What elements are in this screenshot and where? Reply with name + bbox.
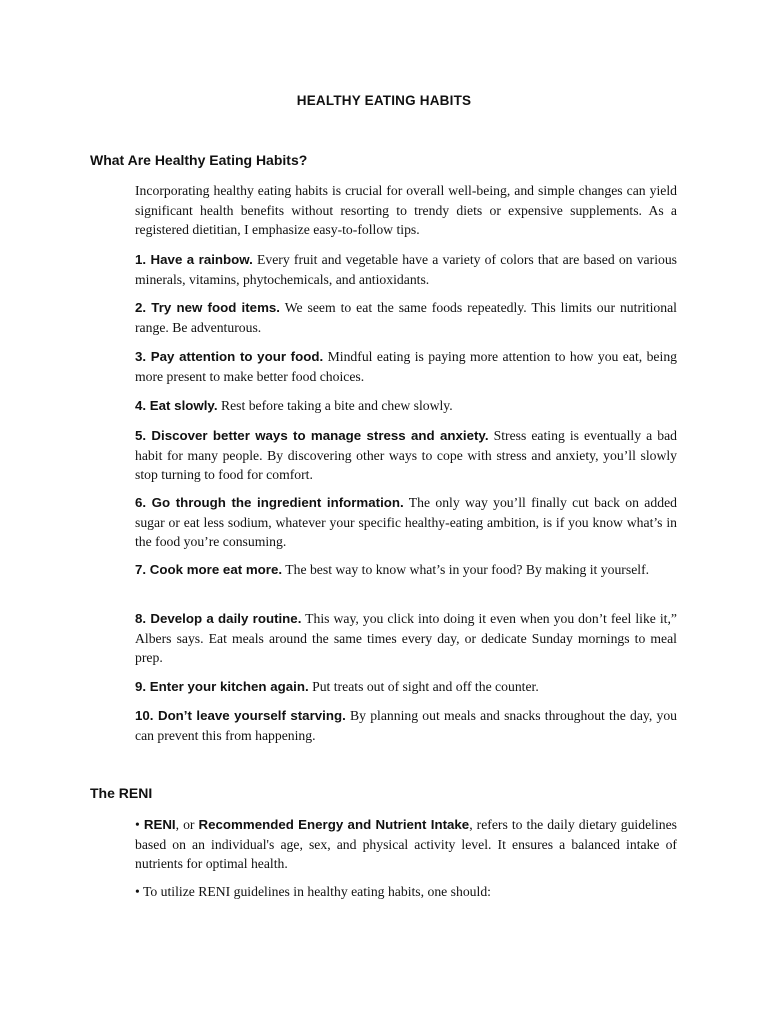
tip-5 (135, 426, 677, 485)
tip-7-lead: 7. Cook more eat more. (135, 562, 283, 577)
tip-1-lead: 1. Have a rainbow. (135, 252, 253, 267)
tip-3 (135, 347, 677, 386)
tip-5-text: Stress eating is eventually a bad habit for many people. By discovering other ways to cope with stress and anxiety, you’ll slowly stop turning to food for comfort. (135, 428, 677, 482)
tip-9-text: Put treats out of sight and off the counter. (312, 679, 539, 694)
tip-7 (135, 560, 677, 580)
reni-bullet-1 (135, 815, 677, 874)
tip-8-lead: 8. Develop a daily routine. (135, 611, 302, 626)
tip-2-lead: 2. Try new food items. (135, 300, 280, 315)
tip-4 (135, 396, 677, 416)
tip-7-text: The best way to know what’s in your food? By making it yourself. (285, 562, 650, 577)
intro-paragraph: Incorporating healthy eating habits is crucial for overall well-being, and simple changes can yield significant health benefits without resorting to trendy diets or expensive supplements. As a registered dietitian, I emphasize easy-to-follow tips. (135, 183, 677, 237)
tip-5-lead: 5. Discover better ways to manage stress and anxiety. (135, 428, 489, 443)
tip-1-text: Every fruit and vegetable have a variety of colors that are based on various minerals, vitamins, phytochemicals, and antioxidants. (135, 252, 678, 287)
tip-3-text: Mindful eating is paying more attention to how you eat, being more present to make better food choices. (135, 349, 678, 384)
tip-2 (135, 298, 677, 337)
tip-8 (135, 609, 677, 668)
tip-10-lead: 10. Don’t leave yourself starving. (135, 708, 346, 723)
reni-acronym: RENI (143, 817, 176, 832)
tip-4-lead: 4. Eat slowly. (135, 398, 218, 413)
tip-9 (135, 677, 677, 697)
reni-connector: , or (175, 817, 199, 832)
tip-10 (135, 706, 677, 745)
tip-6 (135, 493, 677, 552)
section-heading-reni: The RENI (90, 785, 153, 801)
section-heading-healthy-eating: What Are Healthy Eating Habits? (90, 152, 308, 168)
reni-full-name: Recommended Energy and Nutrient Intake (198, 817, 470, 832)
tip-4-text: Rest before taking a bite and chew slowly. (220, 398, 453, 413)
tip-6-text: The only way you’ll finally cut back on added sugar or eat less sodium, whatever your specific healthy-eating ambition, is if you know what’s in the food you’re consuming. (135, 495, 677, 549)
tip-9-lead: 9. Enter your kitchen again. (135, 679, 309, 694)
tip-2-text: We seem to eat the same foods repeatedly. This limits our nutritional range. Be adventurous. (135, 300, 677, 335)
reni-bullet-2: • To utilize RENI guidelines in healthy eating habits, one should: (135, 884, 491, 899)
tip-8-text: This way, you click into doing it even when you don’t feel like it,” Albers says. Eat meals around the same times every day, or dedicate Sunday mornings to meal prep. (135, 611, 677, 665)
document-title: HEALTHY EATING HABITS (296, 93, 472, 108)
tip-1 (135, 250, 677, 289)
bullet-marker: • (135, 817, 144, 832)
tip-10-text: By planning out meals and snacks throughout the day, you can prevent this from happening. (135, 708, 678, 743)
reni-definition: , refers to the daily dietary guidelines based on an individual's age, sex, and physical activity level. It ensures a balanced intake of nutrients for optimal health. (135, 817, 677, 871)
tip-6-lead: 6. Go through the ingredient information. (135, 495, 404, 510)
tip-3-lead: 3. Pay attention to your food. (135, 349, 324, 364)
